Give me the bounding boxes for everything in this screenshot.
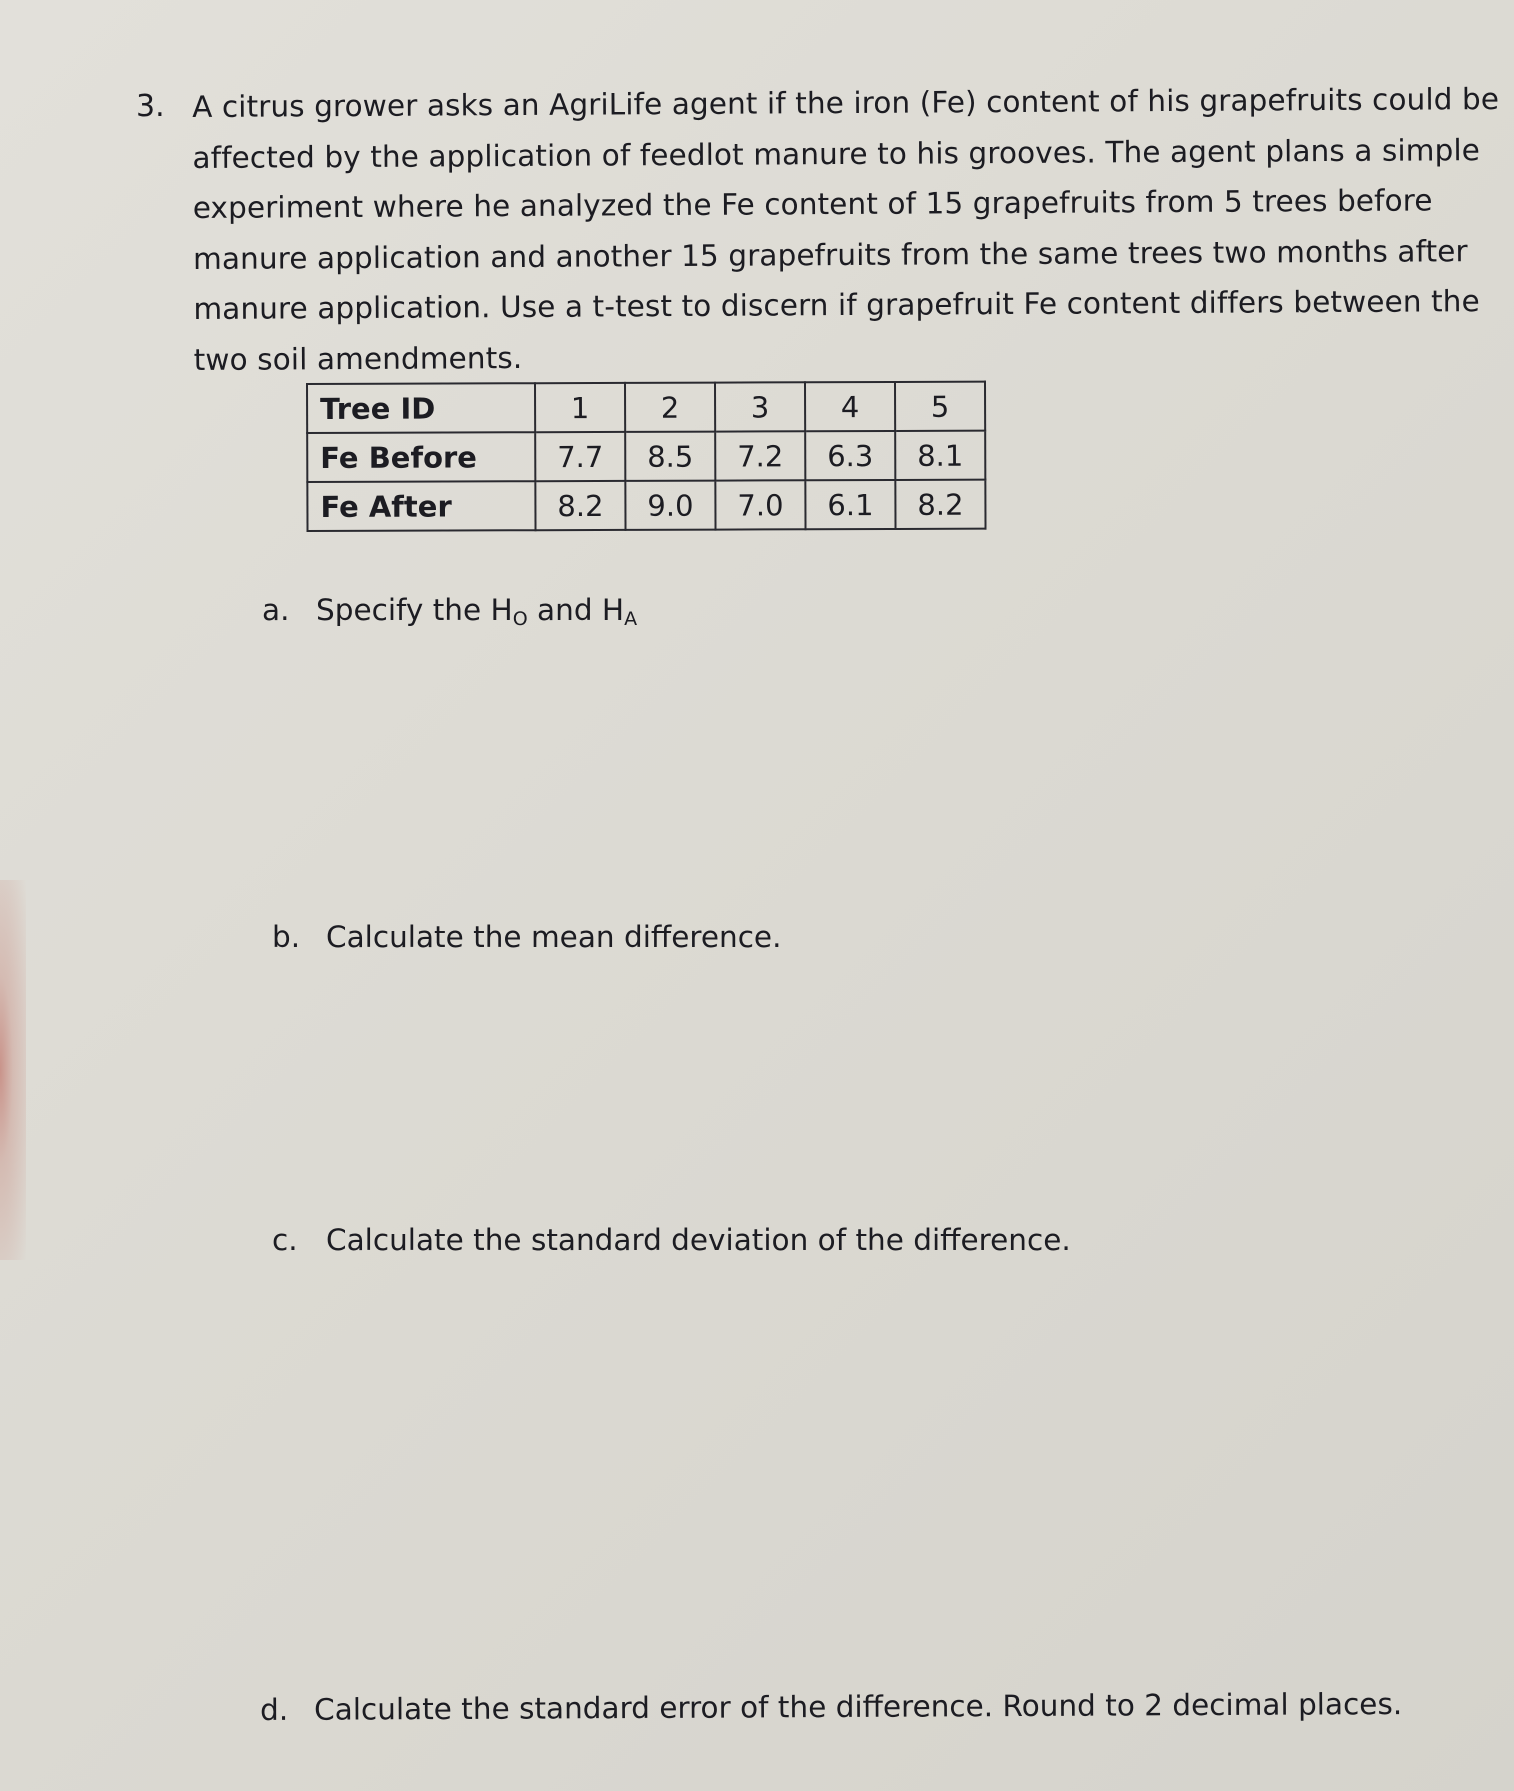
question-number: 3. <box>136 89 165 124</box>
table-cell: 8.5 <box>625 432 715 481</box>
table-header-cell: 3 <box>715 382 805 431</box>
table-cell: 8.2 <box>895 480 985 529</box>
table-cell: 6.3 <box>805 431 895 480</box>
table-cell: 6.1 <box>805 480 895 529</box>
part-a <box>262 590 637 639</box>
table-cell: 7.2 <box>715 431 805 480</box>
part-a-text-mid: and H <box>527 593 625 627</box>
question-line: experiment where he analyzed the Fe content of 15 grapefruits from 5 trees before <box>192 183 1433 225</box>
part-c-letter: c. <box>272 1223 298 1257</box>
alt-hypothesis-subscript: A <box>624 608 638 630</box>
table-cell: 9.0 <box>625 481 715 530</box>
part-d <box>260 1684 1402 1730</box>
fe-data-table <box>306 381 987 532</box>
table-header-cell: 1 <box>535 383 625 432</box>
part-d-letter: d. <box>260 1692 289 1727</box>
part-b-text: Calculate the mean difference. <box>326 920 782 954</box>
table-cell: 7.0 <box>715 480 805 529</box>
table-header-label: Tree ID <box>307 383 535 433</box>
table-header-row <box>307 382 985 433</box>
table-header-cell: 5 <box>895 382 985 431</box>
table-row <box>307 431 985 482</box>
part-b-letter: b. <box>272 920 301 954</box>
part-c <box>272 1220 1071 1260</box>
question-line: affected by the application of feedlot manure to his grooves. The agent plans a simple <box>192 132 1481 175</box>
table-row <box>307 480 985 531</box>
part-a-letter: a. <box>262 593 290 627</box>
part-b <box>272 917 781 957</box>
question-text <box>192 74 1500 385</box>
table-cell: 7.7 <box>535 432 625 481</box>
question-line: two soil amendments. <box>193 340 523 377</box>
part-a-text: Specify the H <box>316 593 513 627</box>
part-d-text: Calculate the standard error of the difference. Round to 2 decimal places. <box>314 1687 1403 1727</box>
question-line: manure application and another 15 grapefruits from the same trees two months after <box>192 233 1468 276</box>
table-cell: 8.2 <box>535 481 625 530</box>
table-row-label: Fe Before <box>307 432 535 482</box>
question-line: manure application. Use a t-test to discern if grapefruit Fe content differs between the <box>193 284 1480 326</box>
table-header-cell: 2 <box>625 383 715 432</box>
part-c-text: Calculate the standard deviation of the difference. <box>326 1223 1071 1257</box>
null-hypothesis-subscript: O <box>512 608 528 630</box>
table-header-cell: 4 <box>805 382 895 431</box>
question-line: A citrus grower asks an AgriLife agent if the iron (Fe) content of his grapefruits could be <box>192 82 1500 124</box>
table-row-label: Fe After <box>307 481 535 531</box>
table-cell: 8.1 <box>895 431 985 480</box>
